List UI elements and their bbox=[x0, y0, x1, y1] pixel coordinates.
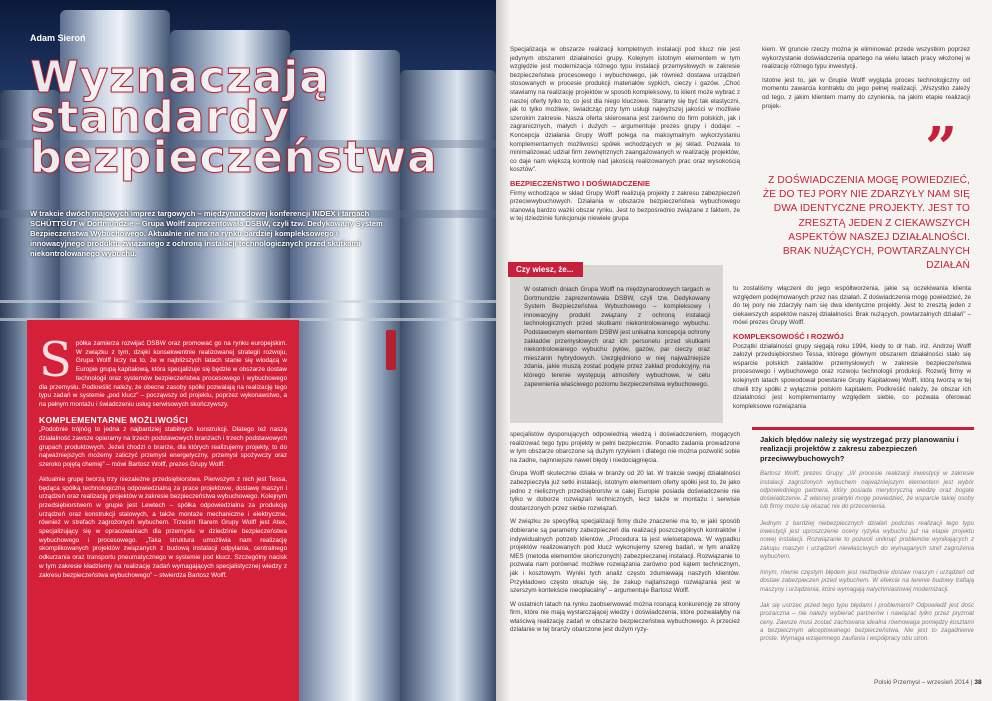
title-line: standardy bbox=[30, 92, 291, 143]
article-title bbox=[30, 52, 438, 183]
paragraph: tu zostaliśmy włączeni do jego współtworzenia, jakie są oczekiwania klienta względem podejmowanych przez nas działań. Z doświadczenia mogę powiedzieć, że do tej pory nie zdarzyły nam się dwa identyczne projekty. Jest to zresztą jeden z ciekawszych aspektów naszej działalności. Brak nużących, powtarzalnych działań” – mówi prezes Grupy Wolff. bbox=[733, 285, 971, 327]
drop-cap: S bbox=[39, 332, 72, 388]
text-column-2 bbox=[762, 46, 970, 116]
section-heading: BEZPIECZEŃSTWO I DOŚWIADCZENIE bbox=[510, 178, 651, 188]
red-text-panel bbox=[27, 320, 299, 701]
text-column-4 bbox=[510, 431, 740, 640]
page-gutter bbox=[496, 0, 510, 701]
page-footer bbox=[874, 679, 982, 686]
paragraph: W związku ze specyfiką specjalizacji firmy duże znaczenie ma to, w jaki sposób dobierane są parametry zabezpieczeń dla realizacji poszczególnych kontraktów i indywidualnych potrzeb klientów. „Procedura ta jest wieloetapowa. W wypadku projektów realizowanych pod klucz wykonujemy szereg badań, w tym analizę MES (metoda elementów skończonych) zabezpieczanej instalacji. Rozwiązanie to pozwala nam porównać możliwe rozwiązania zarówno pod kątem technicznym, jak i kosztowym. Wyniki tych analiz często zdumiewają naszych klientów. Przykładowo często okazuje się, że zakup najtańszego rozwiązania jest w szerszym kontekście nieopłacalny” – argumentuje Bartosz Wolff. bbox=[510, 518, 740, 595]
box-text: W ostatnich dniach Grupa Wolff na międzynarodowych targach w Dortmundzie zaprezentowała DSBW, czyli tzw. Dedykowany System Bezpieczeństwa Wybuchowego – kompleksowy i innowacyjny produkt związany z ochroną instalacji technologicznych przed skutkami niekontrolowanego wybuchu. Podstawowym elementem DSBW jest unikalna koncepcja ochrony zakładów przemysłowych oraz ich personelu przed skutkami niekontrolowanego wybuchu pyłów, gazów, par cieczy oraz mieszanin hybrydowych. Uwzględniono w niej najważniejsze zdania, jakie muszą zostać podjęte przez zakład produkcyjny, na którego terenie występują atmosfery wybuchowe, w celu zapewnienia właściwego poziomu bezpieczeństwa wybuchowego. bbox=[524, 286, 710, 388]
paragraph: W ostatnich latach na rynku zaobserwować można rosnącą konkurencję ze strony firm, które nie mają wystarczającej wiedzy i doświadczenia, które pozwalałyby na właściwą realizację zadań w obszarze bezpieczeństwa wybuchowego. A przecież działanie w tej branży obarczone jest dużym ryzy- bbox=[510, 600, 740, 634]
paragraph: Aktualnie grupę tworzą trzy niezależne przedsiębiorstwa. Pierwszym z nich jest Tessa, będąca spółką technologiczną odpowiedzialną za prace projektowe, dostawę maszyn i urządzeń oraz realizację projektów w zakresie bezpieczeństwa wybuchowego. Kolejnym przedsiębiorstwem w grupie jest Lewtech – spółka odpowiedzialna za produkcję urządzeń oraz konstrukcji stalowych, a także montaże mechaniczne i elektryczne, również w strefach zagrożonych wybuchem. Trzecim filarem Grupy Wolff jest Atex, specjalizujący się w opracowaniach dla przemysłu w dziedzinie bezpieczeństwa wybuchowego i procesowego. „Taka struktura umożliwia nam realizację skomplikowanych projektów związanych z budową instalacji odpylania, centralnego odkurzania oraz transportu pneumatycznego w systemie pod klucz. Szczególny nacisk w tym zakresie kładziemy na realizację zadań wymagających specjalistycznej wiedzy z zakresu bezpieczeństwa wybuchowego” – stwierdza Bartosz Wolff. bbox=[39, 475, 287, 579]
qa-question: Jakich błędów należy się wystrzegać przy planowaniu i realizacji projektów z zakresu zabezpieczeń przeciwwybuchowych? bbox=[760, 435, 959, 463]
title-line: Wyznaczają bbox=[30, 52, 330, 103]
paragraph: Firmy wchodzące w skład Grupy Wolff realizują projekty z zakresu zabezpieczeń przeciwwybuchowych. Działania w obszarze bezpieczeństwa wybuchowego stanowią bardzo ważki obszar rynku. Jest to bezpośrednio związane z faktem, że w tej dziedzinie funkcjonuje niewiele grupa bbox=[510, 189, 740, 223]
qa-answer: Jednym z bardziej niebezpiecznych działań podczas realizacji tego typu inwestycji jest uproszczenie oceny ryzyka wybuchu już na etapie projektu nowej instalacji. Rozwiązanie to pozwoli uniknąć problemów wynikających z zakupu maszyn i urządzeń niewłaściwych do wymaganych stref zagrożenia wybuchem. bbox=[760, 519, 974, 560]
box-tag: Czy wiesz, że... bbox=[508, 262, 583, 277]
quote-icon: ” bbox=[925, 115, 958, 181]
paragraph: kiem. W gruncie rzeczy można je eliminować przede wszystkim poprzez wykorzystanie doświadczenia opartego na wielu latach pracy włożonej w realizację różnego typu inwestycji. bbox=[762, 46, 970, 71]
intro-paragraph bbox=[39, 332, 287, 410]
footer-text: Polski Przemysł – wrzesień 2014 | bbox=[874, 679, 973, 686]
paragraph: Początki działalności grupy sięgają roku 1994, kiedy to dr hab. inż. Andrzej Wolff założył przedsiębiorstwo Tessa, którego głównym obszarem działalności stało się wsparcie polskich zakładów przemysłowych w zakresie bezpieczeństwa procesowego i wybuchowego oraz rozwoju technologii produkcji. Rozwój firmy w kolejnych latach spowodował powstanie Grupy Kapitałowej Wolff, którą tworzą w tej chwili trzy spółki z wyłącznie polskim kapitałem. Podkreślić należy, że obszar ich działalności jest komplementarny względem siebie, co pozwala oferować kompleksowe rozwiązania bbox=[733, 342, 971, 410]
article-lead: W trakcie dwóch majowych imprez targowych – międzynarodowej konferencji INDEX i targach SCHÜTTGUT w Dortmundzie – Grupa Wolff zaprezentowała DSBW, czyli tzw. Dedykowany System Bezpieczeństwa Wybuchowego. Aktualnie nie ma na rynku bardziej kompleksowego i innowacyjnego produktu związanego z ochroną instalacji technologicznych przed skutkami niekontrolowanego wybuchu. bbox=[30, 209, 383, 258]
did-you-know-box bbox=[510, 265, 723, 423]
paragraph: specjalistów dysponujących odpowiednią wiedzą i doświadczeniem, mogących realizować tego typu projekty w pełni bezpiecznie. Ponadto zadania prowadzone w tym obszarze obarczone są dużym ryzykiem i dlatego nie można pozwolić sobie na żadne, najmniejsze nawet błędy i niedociągnięcia. bbox=[510, 431, 740, 464]
pull-quote: Z DOŚWIADCZENIA MOGĘ POWIEDZIEĆ, ŻE DO TEJ PORY NIE ZDARZYŁY NAM SIĘ DWA IDENTYCZNE PROJEKTY. JEST TO ZRESZTĄ JEDEN Z CIEKAWSZYCH ASPEKTÓW NASZEJ DZIAŁALNOŚCI. BRAK NUŻĄCYCH, POWTARZALNYCH DZIAŁAŃ bbox=[762, 175, 970, 272]
text-column-3 bbox=[733, 285, 971, 416]
paragraph: Grupa Wolff skutecznie działa w branży od 20 lat. W trakcie swojej działalności zabezpieczyła już setki instalacji, istotnym elementem oferty spółki jest to, że jako jedno z nielicznych przedsiębiorstw w całej Europie posiada doświadczenie nie tylko w doborze rozwiązań technicznych, lecz także w montażu i serwisie dostarczonych przez siebie rozwiązań. bbox=[510, 470, 740, 512]
qa-answer: Jak się ustrzec przed tego typu błędami i problemami? Odpowiedź jest dość prozaiczna – nie należy wybierać partnerów i nawiązać tylko przez pryzmat ceny. Zawsze musi zostać zachowana idealna równowaga pomiędzy kosztami a bezpiecznym akceptowanego bezpieczeństwa. Nie jest to zagadnienie proste. Wymaga wzajemnego zaufania i współpracy obu stron. bbox=[760, 602, 974, 643]
title-line: bezpieczeństwa bbox=[30, 132, 438, 183]
intro-text: półka zamierza rozwijać DSBW oraz promować go na rynku europejskim. W związku z tym, dzięki konsekwentnie realizowanej strategii rozwoju, Grupa Wolff liczy na to, że w najbliższych latach stanie się wiodącą w Europie grupą kapitałową, która specjalizuje się będzie w obszarze dostaw technologii oraz systemów bezpieczeństwa procesowego i wybuchowego dla przemysłu. Podkreślić należy, że obecne zasoby spółki pozwalają na realizację tego typu zadań w systemie „pod klucz” – począwszy od projektu, poprzez wykonawstwo, a na pełnym montażu i świadczeniu usług serwisowych skończywszy. bbox=[39, 340, 287, 408]
paragraph: Istotne jest to, jak w Grupie Wolff wygląda proces technologiczny od momentu zawarcia kontraktu do jego pełnej realizacji. „Wszystko zależy od tego, z jakim klientem mamy do czynienia, na jakim etapie realizacji projek- bbox=[762, 76, 970, 110]
railing bbox=[0, 300, 496, 303]
text-column-1 bbox=[510, 46, 740, 229]
qa-sidebar bbox=[752, 427, 974, 652]
red-pipe bbox=[386, 330, 396, 370]
paragraph: „Podobnie trójnóg to jedna z najbardziej stabilnych konstrukcji. Dlatego też naszą działalność zawsze opieramy na trzech podstawowych branżach i trzech podstawowych grupach produktowych. Jeżeli chodzi o branże, dla których realizujemy projekty, to do najważniejszych możemy zaliczyć przemysł energetyczny, przemysł spożywczy oraz szeroko pojętą chemię” – mówi Bartosz Wolff, prezes Grupy Wolff. bbox=[39, 426, 287, 469]
qa-answer: Innym, równie częstym błędem jest nieźbędnie dostaw maszyn i urządzeń od dostaw zabezpieczeń przed wybuchem. W efekcie na terenie budowy trafiają maszyny i urządzenia, które wymagają natychmiastowej modernizacji. bbox=[760, 569, 974, 593]
section-heading: KOMPLEMENTARNE MOŻLIWOŚCI bbox=[39, 414, 188, 425]
page-number: 38 bbox=[974, 679, 982, 686]
author-name: Adam Sieroń bbox=[30, 33, 86, 43]
qa-answer: Bartosz Wolff, prezes Grupy: „W procesie realizacji inwestycji w zakresie instalacji zagrożonych wybuchem najważniejszym elementem jest wybór odpowiedniego partnera, który posiada merytoryczną wiedzę oraz bogate doświadczenie. Z własnej praktyki mogę powiedzieć, że wsparcie takiej osoby lub firmy może się okazać nie do przecenienia. bbox=[760, 470, 974, 511]
section-heading: KOMPLEKSOWOŚĆ I ROZWÓJ bbox=[733, 331, 844, 341]
paragraph: Specjalizacja w obszarze realizacji kompletnych instalacji pod klucz nie jest jedynym obszarem działalności grupy. Kolejnym istotnym elementem w tym względzie jest modernizacja różnego typu instalacji przemysłowych w zakresie bezpieczeństwa procesowego i wybuchowego, jak również dostawa urządzeń stosowanych w procesie produkcji materiałów sypkich, cieczy i gazów. „Choć stawiamy na realizację projektów w sposób kompleksowy, to klient może wybrać z naszej oferty tylko to, co jest dla niego kluczowe. Staramy się być tak elastyczni, jak to tylko możliwe, świadcząc przy tym usługi najwyższej jakości w możliwie szerokim zakresie. Nasza oferta skierowana jest zarówno do firm polskich, jak i zagranicznych, małych i dużych – argumentuje prezes grupy i dodaje: – Koncepcja działania Grupy Wolff polega na maksymalnym wykorzystaniu komplementarnych możliwości spółek wchodzących w jej skład. Pozwala to minimalizować udział firm zewnętrznych zaangażowanych w realizację projektów, co daje nam większą kontrolę nad jakością realizowanych prac oraz wysokością kosztów”. bbox=[510, 46, 740, 174]
